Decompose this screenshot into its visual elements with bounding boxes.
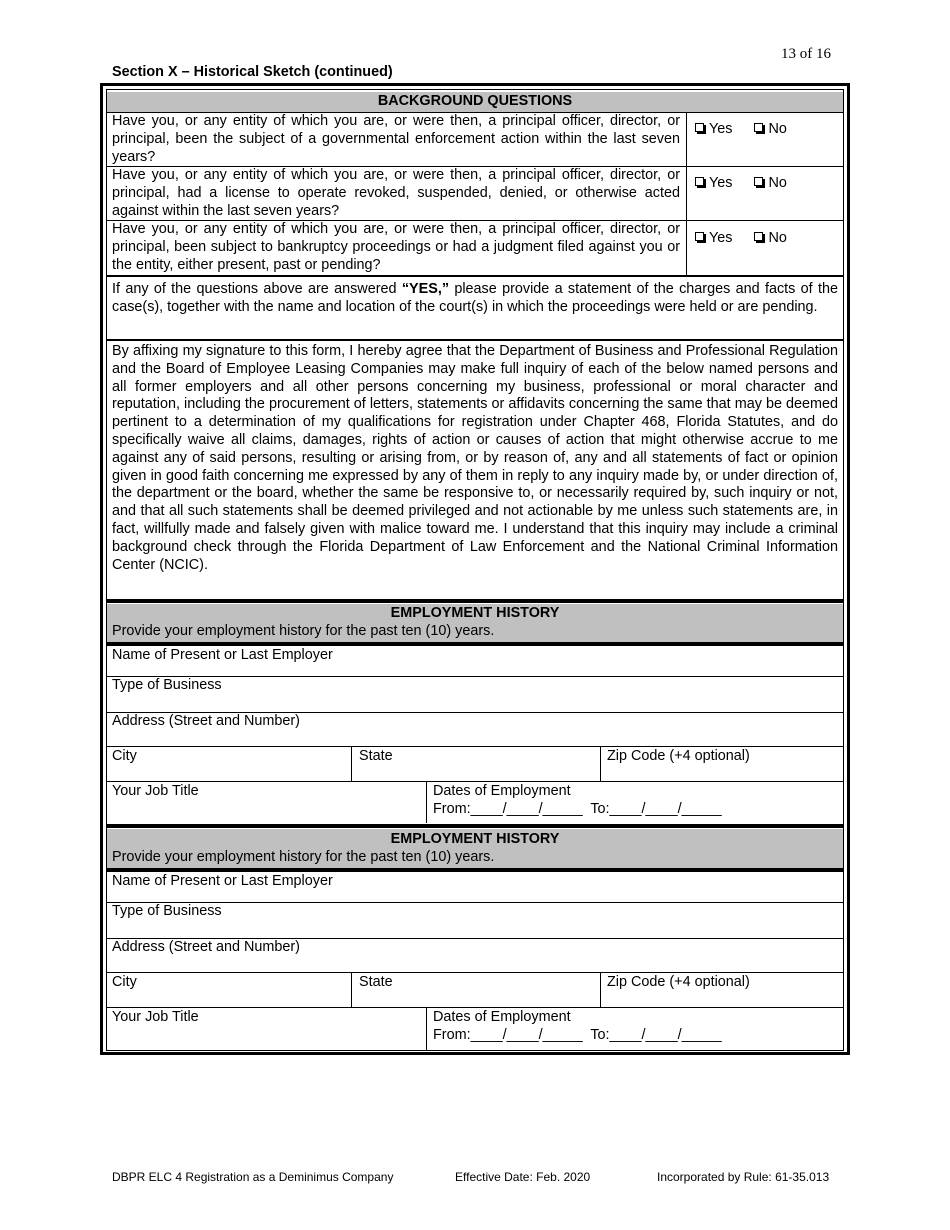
divider (107, 339, 843, 341)
employment-2-job-title-field[interactable]: Your Job Title (112, 1009, 199, 1025)
employment-2-subheader: Provide your employment history for the past ten (10) years. (112, 849, 495, 865)
footer-form-name: DBPR ELC 4 Registration as a Deminimus Company (112, 1170, 394, 1184)
question-3-options (695, 230, 787, 248)
employment-2-city-field[interactable]: City (112, 974, 137, 990)
checkbox-icon (754, 232, 763, 241)
form-inner (106, 89, 844, 1051)
employment-1-job-title-field[interactable]: Your Job Title (112, 783, 199, 799)
divider (107, 972, 843, 973)
no-label: No (768, 175, 787, 191)
divider (351, 746, 352, 781)
yes-label: Yes (709, 230, 733, 246)
question-2-options (695, 175, 787, 193)
question-1: Have you, or any entity of which you are, or were then, a principal officer, director, or principal, been the subject of a governmental enforcement action within the last seven years? (112, 113, 680, 165)
employment-2-state-field[interactable]: State (359, 974, 393, 990)
divider (107, 746, 843, 747)
background-header: BACKGROUND QUESTIONS (377, 93, 573, 109)
form-frame (100, 83, 850, 1055)
employment-1-header: EMPLOYMENT HISTORY (390, 605, 560, 621)
employment-1-city-field[interactable]: City (112, 748, 137, 764)
question-3-yes-checkbox[interactable] (695, 230, 732, 246)
checkbox-icon (695, 123, 704, 132)
employment-1-zip-field[interactable]: Zip Code (+4 optional) (607, 748, 750, 764)
divider (426, 1007, 427, 1050)
divider (107, 824, 843, 828)
question-1-options (695, 121, 787, 139)
yes-label: Yes (709, 175, 733, 191)
question-1-yes-checkbox[interactable] (695, 121, 732, 137)
footer-rule: Incorporated by Rule: 61-35.013 (657, 1170, 830, 1184)
divider (351, 972, 352, 1007)
question-3-no-checkbox[interactable] (754, 230, 786, 246)
divider (426, 781, 427, 823)
question-2: Have you, or any entity of which you are, or were then, a principal officer, director, or principal, had a license to operate revoked, suspended, denied, or otherwise acted against within the last seven years? (112, 167, 680, 219)
employment-2-header: EMPLOYMENT HISTORY (390, 831, 560, 847)
no-label: No (768, 121, 787, 137)
checkbox-icon (695, 177, 704, 186)
employment-2-zip-field[interactable]: Zip Code (+4 optional) (607, 974, 750, 990)
employment-2-address-field[interactable]: Address (Street and Number) (112, 939, 300, 955)
divider (686, 112, 687, 275)
yes-explanation: If any of the questions above are answered “YES,” please provide a statement of the charges and facts of the case(s), together with the name and location of the court(s) in which the proceedings were held or are pending. (112, 281, 839, 315)
employment-1-state-field[interactable]: State (359, 748, 393, 764)
employment-2-dates-label: Dates of Employment (433, 1009, 571, 1025)
no-label: No (768, 230, 787, 246)
section-title: Section X – Historical Sketch (continued) (112, 64, 393, 80)
question-2-no-checkbox[interactable] (754, 175, 786, 191)
divider (107, 599, 843, 603)
checkbox-icon (754, 123, 763, 132)
page-number: 13 of 16 (781, 46, 831, 62)
checkbox-icon (754, 177, 763, 186)
question-2-yes-checkbox[interactable] (695, 175, 732, 191)
employment-1-dates-label: Dates of Employment (433, 783, 571, 799)
employment-1-address-field[interactable]: Address (Street and Number) (112, 713, 300, 729)
question-3: Have you, or any entity of which you are, or were then, a principal officer, director, or principal, been subject to bankruptcy proceedings or had a judgment filed against you or the entity, either present, past or pending? (112, 221, 680, 273)
employment-1-employer-field[interactable]: Name of Present or Last Employer (112, 647, 333, 663)
divider (107, 642, 843, 646)
employment-2-dates-field[interactable]: From:____/____/_____ To:____/____/_____ (433, 1027, 722, 1043)
employment-2-employer-field[interactable]: Name of Present or Last Employer (112, 873, 333, 889)
divider (600, 972, 601, 1007)
employment-1-dates-field[interactable]: From:____/____/_____ To:____/____/_____ (433, 801, 722, 817)
employment-1-business-field[interactable]: Type of Business (112, 677, 222, 693)
divider (600, 746, 601, 781)
divider (107, 868, 843, 872)
divider (107, 781, 843, 782)
consent-statement: By affixing my signature to this form, I hereby agree that the Department of Business and Professional Regulation and the Board of Employee Leasing Companies may make full inquiry of each of the below named persons and all former employers and all other persons concerning my business, professional or moral character and reputation, including the procurement of letters, statements or affidavits concerning the same that may be deemed pertinent to a determination of my qualifications for registration under Chapter 468, Florida Statutes, and do specifically waive all claims, damages, rights of action or causes of action that might otherwise accrue to me against any of said persons, resulting or arising from, or by reason of, any and all statements of fact or opinion given in good faith concerning me expressed by any of them in reply to any inquiry made by, or under direction of, the department or the board, whether the same be responsive to, or necessarily required by, such inquiry or not, and that all such statements shall be deemed privileged and not actionable by me unless such statements are, in fact, willfully made and falsely given with malice toward me. I understand that this inquiry may include a criminal background check through the Florida Department of Law Enforcement and the National Criminal Information Center (NCIC). (112, 343, 838, 573)
checkbox-icon (695, 232, 704, 241)
question-1-no-checkbox[interactable] (754, 121, 786, 137)
yes-label: Yes (709, 121, 733, 137)
divider (107, 275, 843, 277)
footer-effective-date: Effective Date: Feb. 2020 (455, 1170, 591, 1184)
employment-2-business-field[interactable]: Type of Business (112, 903, 222, 919)
employment-1-subheader: Provide your employment history for the past ten (10) years. (112, 623, 495, 639)
divider (107, 1007, 843, 1008)
